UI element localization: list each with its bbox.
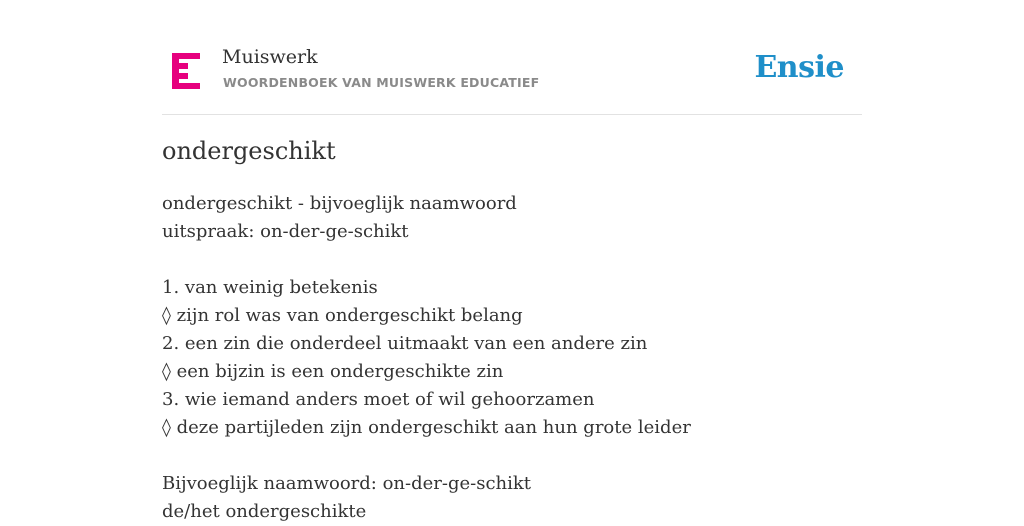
definition-line: Bijvoeglijk naamwoord: on-der-ge-schikt [162,473,532,494]
brand-subtitle: WOORDENBOEK VAN MUISWERK EDUCATIEF [223,75,540,90]
definition-body [162,190,862,526]
entry-title: ondergeschikt [162,137,336,165]
definition-line [162,246,862,274]
definition-line: ◊ zijn rol was van ondergeschikt belang [162,305,523,326]
site-header [162,40,862,115]
definition-line: 3. wie iemand anders moet of wil gehoorzamen [162,389,595,410]
muiswerk-logo-icon[interactable] [172,53,200,89]
ensie-logo[interactable]: Ensie [754,50,844,85]
definition-line [162,442,862,470]
brand-name[interactable]: Muiswerk [222,46,318,68]
definition-line: ondergeschikt - bijvoeglijk naamwoord [162,193,517,214]
definition-line: ◊ een bijzin is een ondergeschikte zin [162,361,504,382]
definition-line: de/het ondergeschikte [162,501,367,522]
definition-line: 1. van weinig betekenis [162,277,378,298]
definition-line: uitspraak: on-der-ge-schikt [162,221,409,242]
definition-line: ◊ deze partijleden zijn ondergeschikt aan hun grote leider [162,417,691,438]
definition-line: 2. een zin die onderdeel uitmaakt van een andere zin [162,333,648,354]
